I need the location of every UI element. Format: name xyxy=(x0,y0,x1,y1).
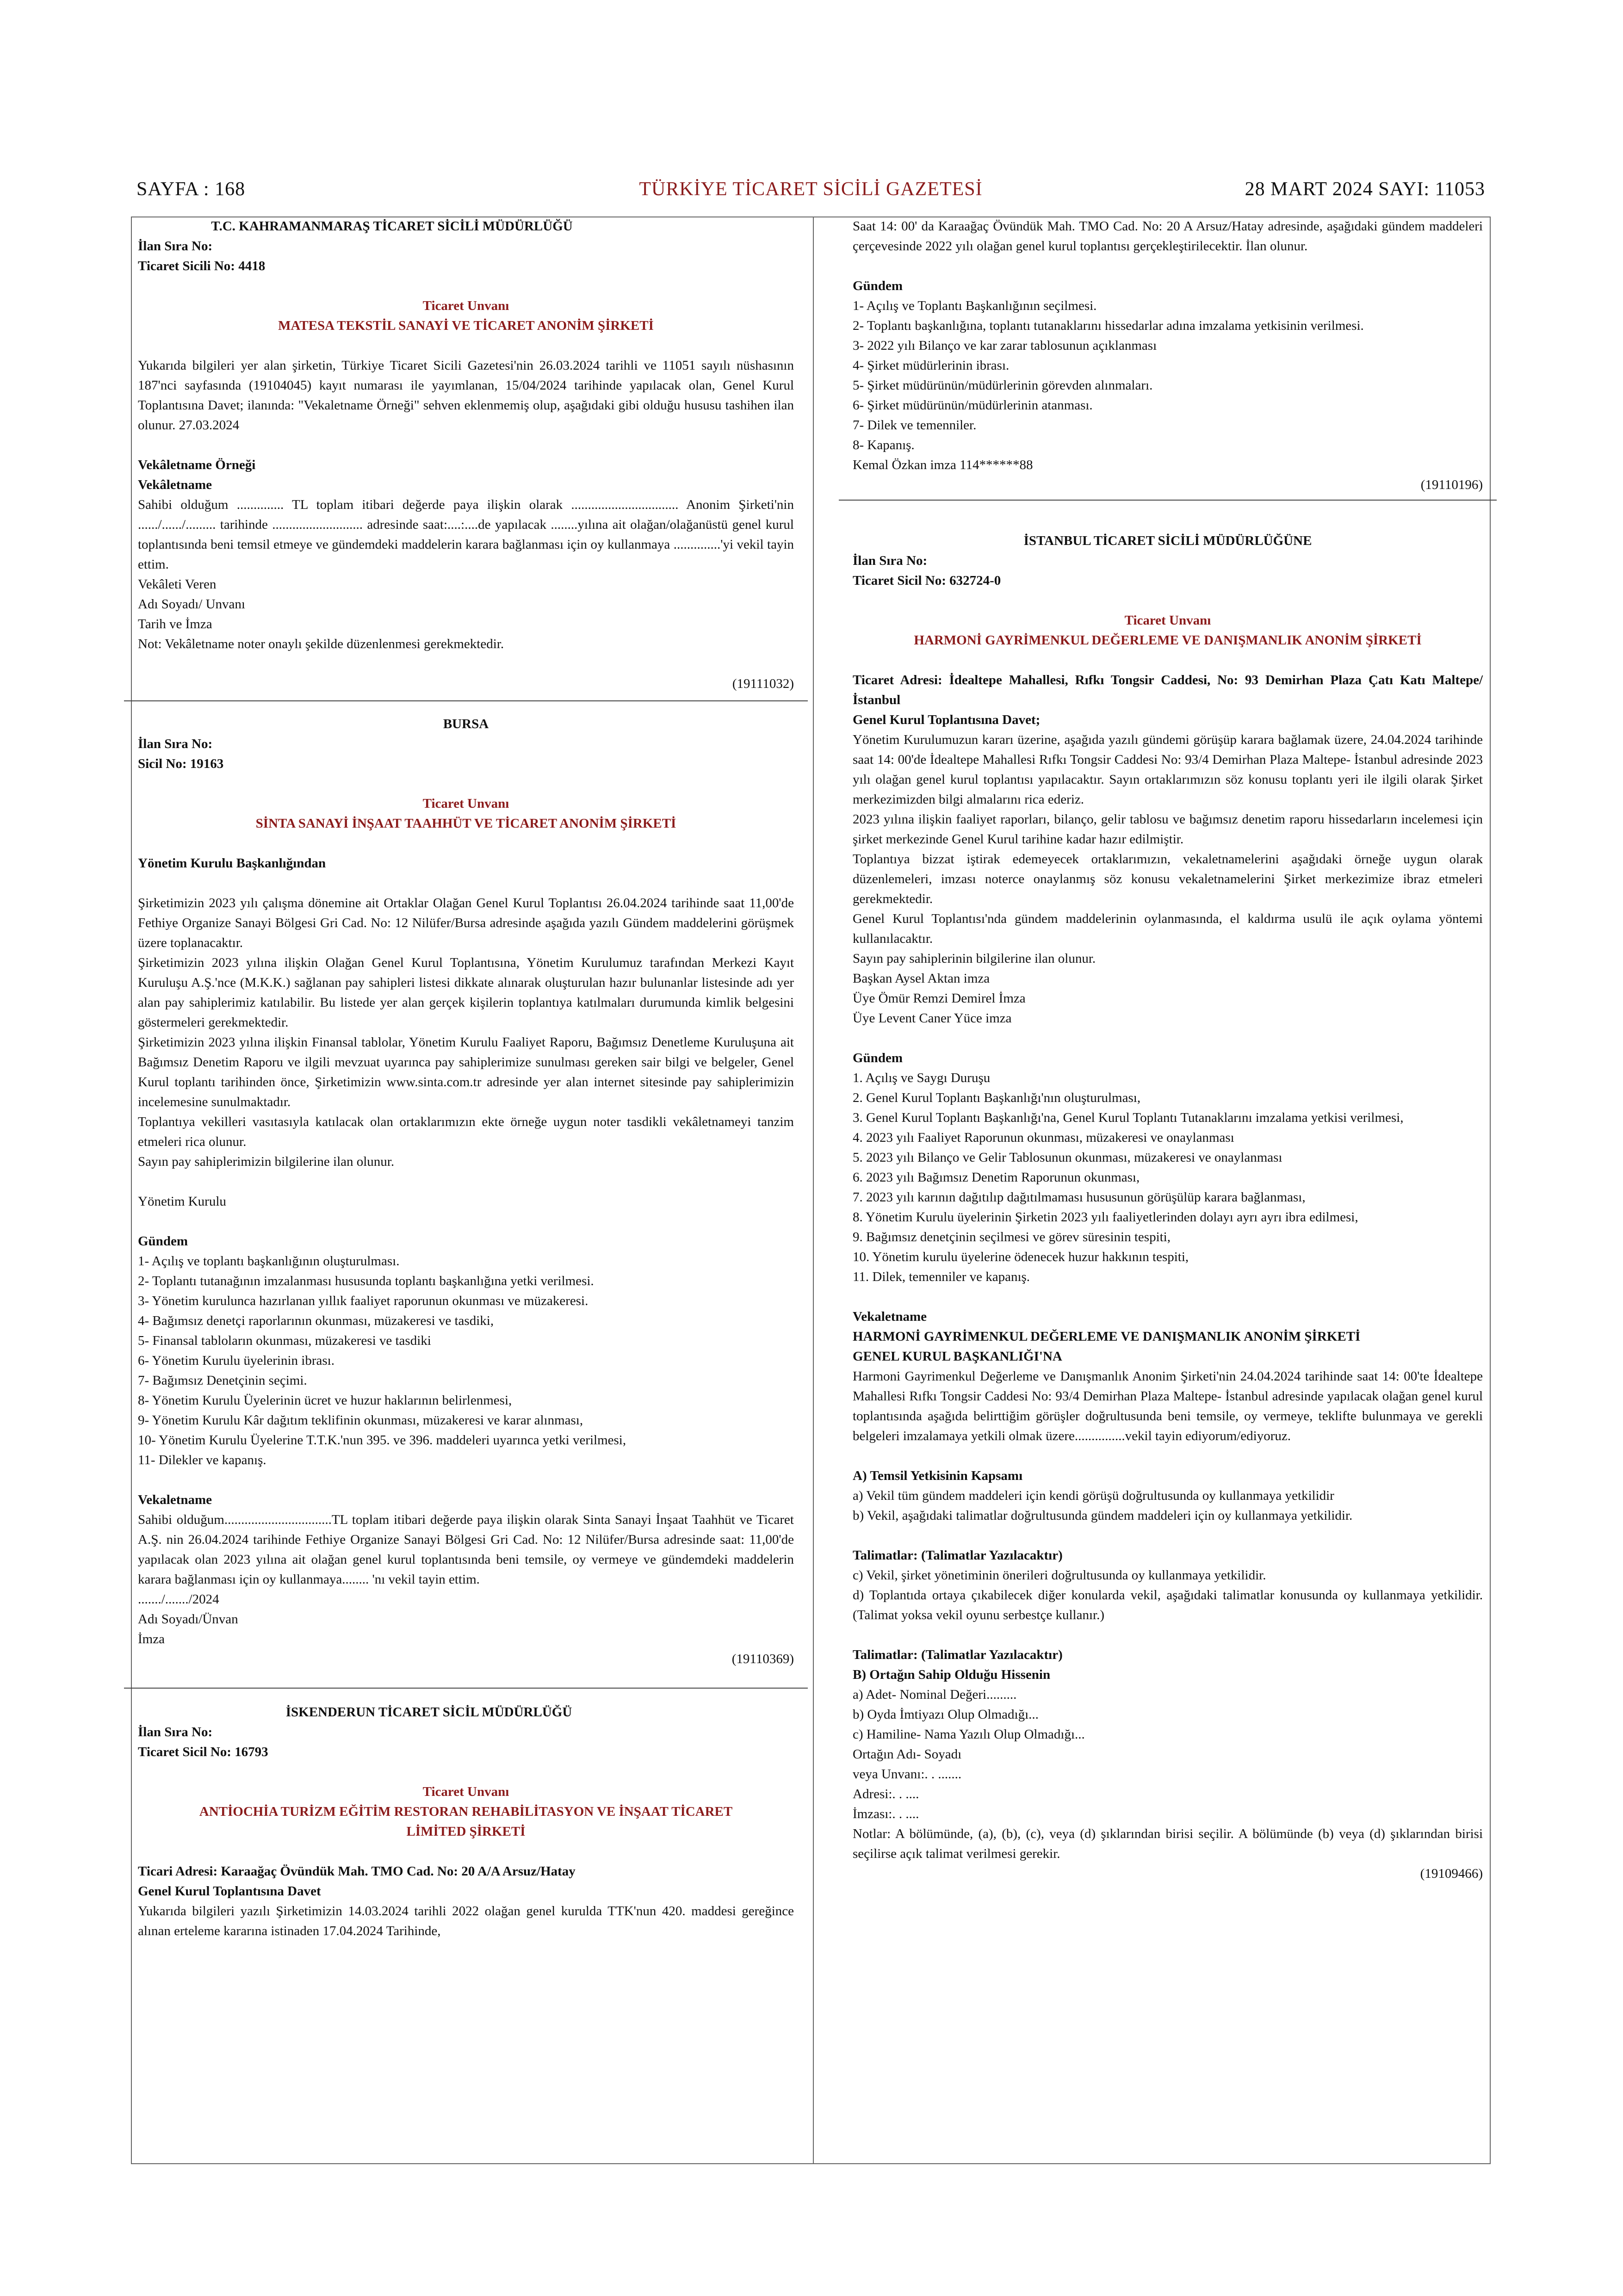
agenda-item: 7- Dilek ve temenniler. xyxy=(853,418,977,433)
agenda-item: 8- Yönetim Kurulu Üyelerinin ücret ve huzur haklarının belirlenmesi, xyxy=(138,1393,512,1408)
agenda-item: 2- Toplantı başkanlığına, toplantı tutanaklarını hissedarlar adına imzalama yetkisinin verilmesi. xyxy=(853,318,1364,333)
text-line: Vekâleti Veren xyxy=(138,577,217,592)
section-heading: Talimatlar: (Talimatlar Yazılacaktır) xyxy=(853,1647,1063,1662)
proxy-title: Vekaletname xyxy=(853,1309,927,1324)
right-column xyxy=(853,217,1483,1884)
gazette-title: TÜRKİYE TİCARET SİCİLİ GAZETESİ xyxy=(639,179,983,200)
notice-bursa xyxy=(138,714,794,1689)
agenda-item: 4- Bağımsız denetçi raporlarının okunması, müzakeresi ve tasdiki, xyxy=(138,1313,494,1328)
agenda-title: Gündem xyxy=(853,1051,903,1065)
agenda-item: 11. Dilek, temenniler ve kapanış. xyxy=(853,1269,1030,1284)
notice-body: Yukarıda bilgileri yer alan şirketin, Türkiye Ticaret Sicili Gazetesi'nin 26.03.2024 tarihli ve 11051 sayılı nüshasının 187'nci sayfasında (19104045) kayıt numarası ile yayımlanan, 15/04/2024 tarihinde yapılacak olan, Genel Kurul Toplantısına Davet; ilanında: "Vekaletname Örneği" sehven eklenmemiş olup, aşağıdaki gibi olduğu hususu tashihen ilan olunur. 27.03.2024 xyxy=(138,358,794,433)
paragraph: Toplantıya vekilleri vasıtasıyla katılacak olan ortaklarımızın ekte örneğe uygun noter tasdikli vekâletnameyi tanzim etmeleri rica olunur. xyxy=(138,1114,794,1149)
text-line: Adı Soyadı/ Unvanı xyxy=(138,597,245,612)
section-heading: Talimatlar: (Talimatlar Yazılacaktır) xyxy=(853,1548,1063,1563)
trade-address: Ticaret Adresi: İdealtepe Mahallesi, Rıfkı Tongsir Caddesi, No: 93 Demirhan Plaza Çatı Katı Maltepe/İstanbul xyxy=(853,673,1483,707)
paragraph: Yönetim Kurulumuzun kararı üzerine, aşağıda yazılı gündemi görüşüp karara bağlamak üzere, 24.04.2024 tarihinde saat 14: 00'de İdealtepe Mahallesi Rıfkı Tongsir Caddesi No: 93/4 Demirhan Plaza Maltepe- İstanbul adresinde 2023 yılı olağan genel kurul toplantısı yapılacaktır. Sayın ortaklarımızın söz konusu toplantı yeri ile ilgili olarak Şirket merkezimizden bilgi almalarını rica ederiz. xyxy=(853,732,1483,807)
left-column xyxy=(138,217,794,1941)
company-title: SİNTA SANAYİ İNŞAAT TAAHHÜT VE TİCARET ANONİM ŞİRKETİ xyxy=(255,816,676,831)
agenda-item: 10. Yönetim kurulu üyelerine ödenecek huzur hakkının tespiti, xyxy=(853,1250,1189,1264)
agenda-item: 6- Şirket müdürünün/müdürlerinin atanması. xyxy=(853,398,1093,413)
agenda-item: 1. Açılış ve Saygı Duruşu xyxy=(853,1071,991,1085)
sicil-no: Ticaret Sicil No: 632724-0 xyxy=(853,573,1001,588)
agenda-item: 7. 2023 yılı karının dağıtılıp dağıtılmaması hususunun görüşülüp karara bağlanması, xyxy=(853,1190,1306,1205)
option-item: a) Vekil tüm gündem maddeleri için kendi görüşü doğrultusunda oy kullanmaya yetkilidir xyxy=(853,1488,1334,1503)
sicil-no: Sicil No: 19163 xyxy=(138,756,224,771)
agenda-item: 1- Açılış ve Toplantı Başkanlığının seçilmesi. xyxy=(853,298,1097,313)
agenda-item: 4. 2023 yılı Faaliyet Raporunun okunması, müzakeresi ve onaylanması xyxy=(853,1130,1234,1145)
signature: Yönetim Kurulu xyxy=(138,1194,226,1209)
proxy-text: Sahibi olduğum .............. TL toplam itibari değerde paya ilişkin olarak ................................ Anonim Şirketi'nin ....../....../......... tarihinde ........................... adresinde saat:....:....de yapılacak ........yılına ait olağan/olağanüstü genel kurul toplantısında beni temsil etmeye ve gündemdeki maddelerin karara bağlanması için oy kullanmaya ..............'yi vekil tayin ettim. xyxy=(138,497,794,572)
agenda-item: 7- Bağımsız Denetçinin seçimi. xyxy=(138,1373,307,1388)
paragraph: Yukarıda bilgileri yazılı Şirketimizin 14.03.2024 tarihli 2022 olağan genel kurulda TTK'nun 420. maddesi gereğince alınan erteleme kararına istinaden 17.04.2024 Tarihinde, xyxy=(138,1904,794,1938)
share-item: b) Oyda İmtiyazı Olup Olmadığı... xyxy=(853,1707,1039,1722)
agenda-title: Gündem xyxy=(853,278,903,293)
text-line: Tarih ve İmza xyxy=(138,617,212,631)
company-title: ANTİOCHİA TURİZM EĞİTİM RESTORAN REHABİLİTASYON VE İNŞAAT TİCARET LİMİTED ŞİRKETİ xyxy=(199,1804,733,1839)
ilan-sira-no: İlan Sıra No: xyxy=(853,553,928,568)
ilan-sira-no: İlan Sıra No: xyxy=(138,239,213,254)
option-item: d) Toplantıda ortaya çıkabilecek diğer konularda vekil, aşağıdaki talimatlar konusunda oy kullanmaya yetkilidir. (Talimat yoksa vekil oyunu serbestçe kullanır.) xyxy=(853,1588,1483,1622)
registry-office: BURSA xyxy=(443,717,489,731)
company-title: MATESA TEKSTİL SANAYİ VE TİCARET ANONİM ŞİRKETİ xyxy=(278,318,654,333)
notice-istanbul xyxy=(853,531,1483,1884)
paragraph: 2023 yılına ilişkin faaliyet raporları, bilanço, gelir tablosu ve bağımsız denetim raporu hissedarların incelemesi için şirket merkezinde Genel Kurul tarihine kadar hazır edilmiştir. xyxy=(853,812,1483,847)
notice-number: (19110196) xyxy=(1420,477,1483,492)
ilan-sira-no: İlan Sıra No: xyxy=(138,1725,213,1739)
notice-iskenderun-continued xyxy=(853,217,1483,501)
agenda-item: 6- Yönetim Kurulu üyelerinin ibrası. xyxy=(138,1353,335,1368)
agenda-item: 5. 2023 yılı Bilanço ve Gelir Tablosunun okunması, müzakeresi ve onaylanması xyxy=(853,1150,1282,1165)
section-rule xyxy=(124,700,808,701)
agenda-item: 3. Genel Kurul Toplantı Başkanlığı'na, Genel Kurul Toplantı Tutanaklarını imzalama yetkisi verilmesi, xyxy=(853,1110,1404,1125)
share-item: Ortağın Adı- Soyadı xyxy=(853,1747,962,1762)
paragraph: Sayın pay sahiplerimizin bilgilerine ilan olunur. xyxy=(138,1154,395,1169)
note-text: Notlar: A bölümünde, (a), (b), (c), veya (d) şıklarından birisi seçilir. A bölümünde (b) veya (d) şıklarından birisi seçilirse açık talimat verilmesi gerekir. xyxy=(853,1826,1483,1861)
page-header xyxy=(136,178,1485,206)
section-heading: B) Ortağın Sahip Olduğu Hissenin xyxy=(853,1667,1051,1682)
notice-number: (19110369) xyxy=(731,1652,794,1666)
signature: Üye Levent Caner Yüce imza xyxy=(853,1011,1012,1026)
registry-office: İSKENDERUN TİCARET SİCİL MÜDÜRLÜĞÜ xyxy=(285,1705,572,1720)
trade-name-label: Ticaret Unvanı xyxy=(422,1784,509,1799)
section-rule xyxy=(839,500,1497,501)
section-heading: Vekâletname xyxy=(138,477,212,492)
agenda-item: 5- Finansal tabloların okunması, müzakeresi ve tasdiki xyxy=(138,1333,431,1348)
registry-office: T.C. KAHRAMANMARAŞ TİCARET SİCİLİ MÜDÜRLÜĞÜ xyxy=(211,219,573,234)
agenda-item: 9. Bağımsız denetçinin seçilmesi ve görev süresinin tespiti, xyxy=(853,1230,1171,1244)
agenda-item: 2- Toplantı tutanağının imzalanması hususunda toplantı başkanlığına yetki verilmesi. xyxy=(138,1274,594,1288)
trade-address: Ticari Adresi: Karaağaç Övündük Mah. TMO Cad. No: 20 A/A Arsuz/Hatay xyxy=(138,1864,576,1879)
proxy-company: HARMONİ GAYRİMENKUL DEĞERLEME VE DANIŞMANLIK ANONİM ŞİRKETİ xyxy=(853,1329,1361,1344)
agenda-item: 11- Dilekler ve kapanış. xyxy=(138,1453,266,1467)
share-item: Adresi:. . .... xyxy=(853,1787,919,1801)
option-item: b) Vekil, aşağıdaki talimatlar doğrultusunda gündem maddeleri için oy kullanmaya yetkilidir. xyxy=(853,1508,1353,1523)
agenda-item: 8- Kapanış. xyxy=(853,438,915,452)
column-divider xyxy=(813,217,814,2164)
proxy-addressee: GENEL KURUL BAŞKANLIĞI'NA xyxy=(853,1349,1062,1364)
signature: Üye Ömür Remzi Demirel İmza xyxy=(853,991,1026,1006)
registry-office: İSTANBUL TİCARET SİCİLİ MÜDÜRLÜĞÜNE xyxy=(1023,533,1312,548)
agenda-item: 8. Yönetim Kurulu üyelerinin Şirketin 2023 yılı faaliyetlerinden dolayı ayrı ayrı ibra edilmesi, xyxy=(853,1210,1358,1225)
section-heading: Genel Kurul Toplantısına Davet xyxy=(138,1884,321,1899)
section-heading: Vekâletname Örneği xyxy=(138,458,256,472)
ilan-sira-no: İlan Sıra No: xyxy=(138,736,213,751)
agenda-item: 9- Yönetim Kurulu Kâr dağıtım teklifinin okunması, müzakeresi ve karar alınması, xyxy=(138,1413,583,1428)
share-item: c) Hamiline- Nama Yazılı Olup Olmadığı... xyxy=(853,1727,1085,1742)
sicil-no: Ticaret Sicil No: 16793 xyxy=(138,1745,268,1759)
trade-name-label: Ticaret Unvanı xyxy=(422,796,509,811)
sicil-no: Ticaret Sicili No: 4418 xyxy=(138,259,266,273)
notice-kahramanmaras xyxy=(138,217,794,701)
paragraph: Sayın pay sahiplerinin bilgilerine ilan olunur. xyxy=(853,951,1096,966)
paragraph: Şirketimizin 2023 yılına ilişkin Finansal tablolar, Yönetim Kurulu Faaliyet Raporu, Bağımsız Denetleme Kuruluşuna ait Bağımsız Denetim Raporu ve ilgili mevzuat uyarınca pay sahiplerimize sunulması gereken sair bilgi ve belgeler, Genel Kurul toplantı tarihinden önce, Şirketimizin www.sinta.com.tr adresinde yer alan internet sitesinde pay sahiplerimizin incelemesine sunulmaktadır. xyxy=(138,1035,794,1109)
agenda-item: 2. Genel Kurul Toplantı Başkanlığı'nın oluşturulması, xyxy=(853,1090,1141,1105)
paragraph: Genel Kurul Toplantısı'nda gündem maddelerinin oylanmasında, el kaldırma usulü ile açık oylama yöntemi kullanılacaktır. xyxy=(853,911,1483,946)
trade-name-label: Ticaret Unvanı xyxy=(1124,613,1211,628)
text-line: Not: Vekâletname noter onaylı şekilde düzenlenmesi gerekmektedir. xyxy=(138,637,504,651)
text-line: İmza xyxy=(138,1632,165,1646)
option-item: c) Vekil, şirket yönetiminin önerileri doğrultusunda oy kullanmaya yetkilidir. xyxy=(853,1568,1266,1583)
paragraph: Şirketimizin 2023 yılı çalışma dönemine ait Ortaklar Olağan Genel Kurul Toplantısı 26.04.2024 tarihinde saat 11,00'de Fethiye Organize Sanayi Bölgesi Gri Cad. No: 12 Nilüfer/Bursa adresinde aşağıda yazılı Gündem maddelerini görüşmek üzere toplanacaktır. xyxy=(138,896,794,950)
section-heading: Genel Kurul Toplantısına Davet; xyxy=(853,712,1041,727)
issue-date: 28 MART 2024 SAYI: 11053 xyxy=(1245,179,1485,200)
agenda-title: Gündem xyxy=(138,1234,188,1249)
section-heading: Yönetim Kurulu Başkanlığından xyxy=(138,856,326,871)
paragraph: Toplantıya bizzat iştirak edemeyecek ortaklarımızın, vekaletnamelerini aşağıdaki örneğe uygun olarak düzenlemeleri, imzası noterce onaylanmış söz konusu vekaletnamelerini Şirket merkezimize ibraz etmeleri gerekmektedir. xyxy=(853,852,1483,906)
notice-number: (19109466) xyxy=(1420,1866,1483,1881)
agenda-item: 3- Yönetim kurulunca hazırlanan yıllık faaliyet raporunun okunması ve müzakeresi. xyxy=(138,1293,588,1308)
proxy-title: Vekaletname xyxy=(138,1492,212,1507)
notice-number: (19111032) xyxy=(732,676,794,691)
section-heading: A) Temsil Yetkisinin Kapsamı xyxy=(853,1468,1023,1483)
agenda-item: 1- Açılış ve toplantı başkanlığının oluşturulması. xyxy=(138,1254,400,1269)
agenda-item: 10- Yönetim Kurulu Üyelerine T.T.K.'nun 395. ve 396. maddeleri uyarınca yetki verilmesi, xyxy=(138,1433,626,1448)
text-line: ......./......./2024 xyxy=(138,1592,219,1607)
paragraph: Şirketimizin 2023 yılına ilişkin Olağan Genel Kurul Toplantısına, Yönetim Kurulumuz tarafından Merkezi Kayıt Kuruluşu A.Ş.'nce (M.K.K.) sağlanan pay sahipleri listesi dikkate alınarak oluşturulan hazır bulunanlar listesinde adı yer alan pay sahiplerimiz katılabilir. Bu listede yer alan gerçek kişilerin toplantıya katılmaları durumunda kimlik belgesini göstermeleri gerekmektedir. xyxy=(138,955,794,1030)
share-item: a) Adet- Nominal Değeri......... xyxy=(853,1687,1017,1702)
paragraph: Saat 14: 00' da Karaağaç Övündük Mah. TMO Cad. No: 20 A Arsuz/Hatay adresinde, aşağıdaki gündem maddeleri çerçevesinde 2022 yılı olağan genel kurul toplantısı gerçekleştirilecektir. İlan olunur. xyxy=(853,219,1483,254)
notice-iskenderun xyxy=(138,1702,794,1941)
proxy-text: Sahibi olduğum................................TL toplam itibari değerde paya ilişkin olarak Sinta Sanayi İnşaat Taahhüt ve Ticaret A.Ş. nin 26.04.2024 tarihinde Fethiye Organize Sanayi Bölgesi Gri Cad. No: 12 Nilüfer/Bursa adresinde saat: 11,00'de yapılacak olan 2023 yılına ait olağan genel kurul toplantısında beni temsile, oy vermeye ve gündemdeki maddelerin karara bağlanması için oy kullanmaya........ 'nı vekil tayin ettim. xyxy=(138,1512,794,1587)
trade-name-label: Ticaret Unvanı xyxy=(422,298,509,313)
agenda-item: 3- 2022 yılı Bilanço ve kar zarar tablosunun açıklanması xyxy=(853,338,1157,353)
agenda-item: 4- Şirket müdürlerinin ibrası. xyxy=(853,358,1010,373)
signature: Başkan Aysel Aktan imza xyxy=(853,971,990,986)
signature: Kemal Özkan imza 114******88 xyxy=(853,458,1033,472)
proxy-text: Harmoni Gayrimenkul Değerleme ve Danışmanlık Anonim Şirketi'nin 24.04.2024 tarihinde saat 14: 00'te İdealtepe Mahallesi Rıfkı Tongsir Caddesi No: 93/4 Demirhan Plaza Maltepe- İstanbul adresinde yapılacak olağan genel kurul toplantısında aşağıda belirttiğim görüşler doğrultusunda beni temsile, oy vermeye, teklifte bulunmaya ve gerekli belgeleri imzalamaya yetkili olmak üzere...............vekil tayin ediyorum/ediyoruz. xyxy=(853,1369,1483,1443)
agenda-item: 6. 2023 yılı Bağımsız Denetim Raporunun okunması, xyxy=(853,1170,1140,1185)
text-line: Adı Soyadı/Ünvan xyxy=(138,1612,238,1627)
page-number: SAYFA : 168 xyxy=(136,179,246,200)
share-item: İmzası:. . .... xyxy=(853,1807,919,1821)
section-rule xyxy=(124,1688,808,1689)
share-item: veya Unvanı:. . ....... xyxy=(853,1767,962,1782)
company-title: HARMONİ GAYRİMENKUL DEĞERLEME VE DANIŞMANLIK ANONİM ŞİRKETİ xyxy=(914,633,1422,648)
agenda-item: 5- Şirket müdürünün/müdürlerinin görevden alınmaları. xyxy=(853,378,1153,393)
